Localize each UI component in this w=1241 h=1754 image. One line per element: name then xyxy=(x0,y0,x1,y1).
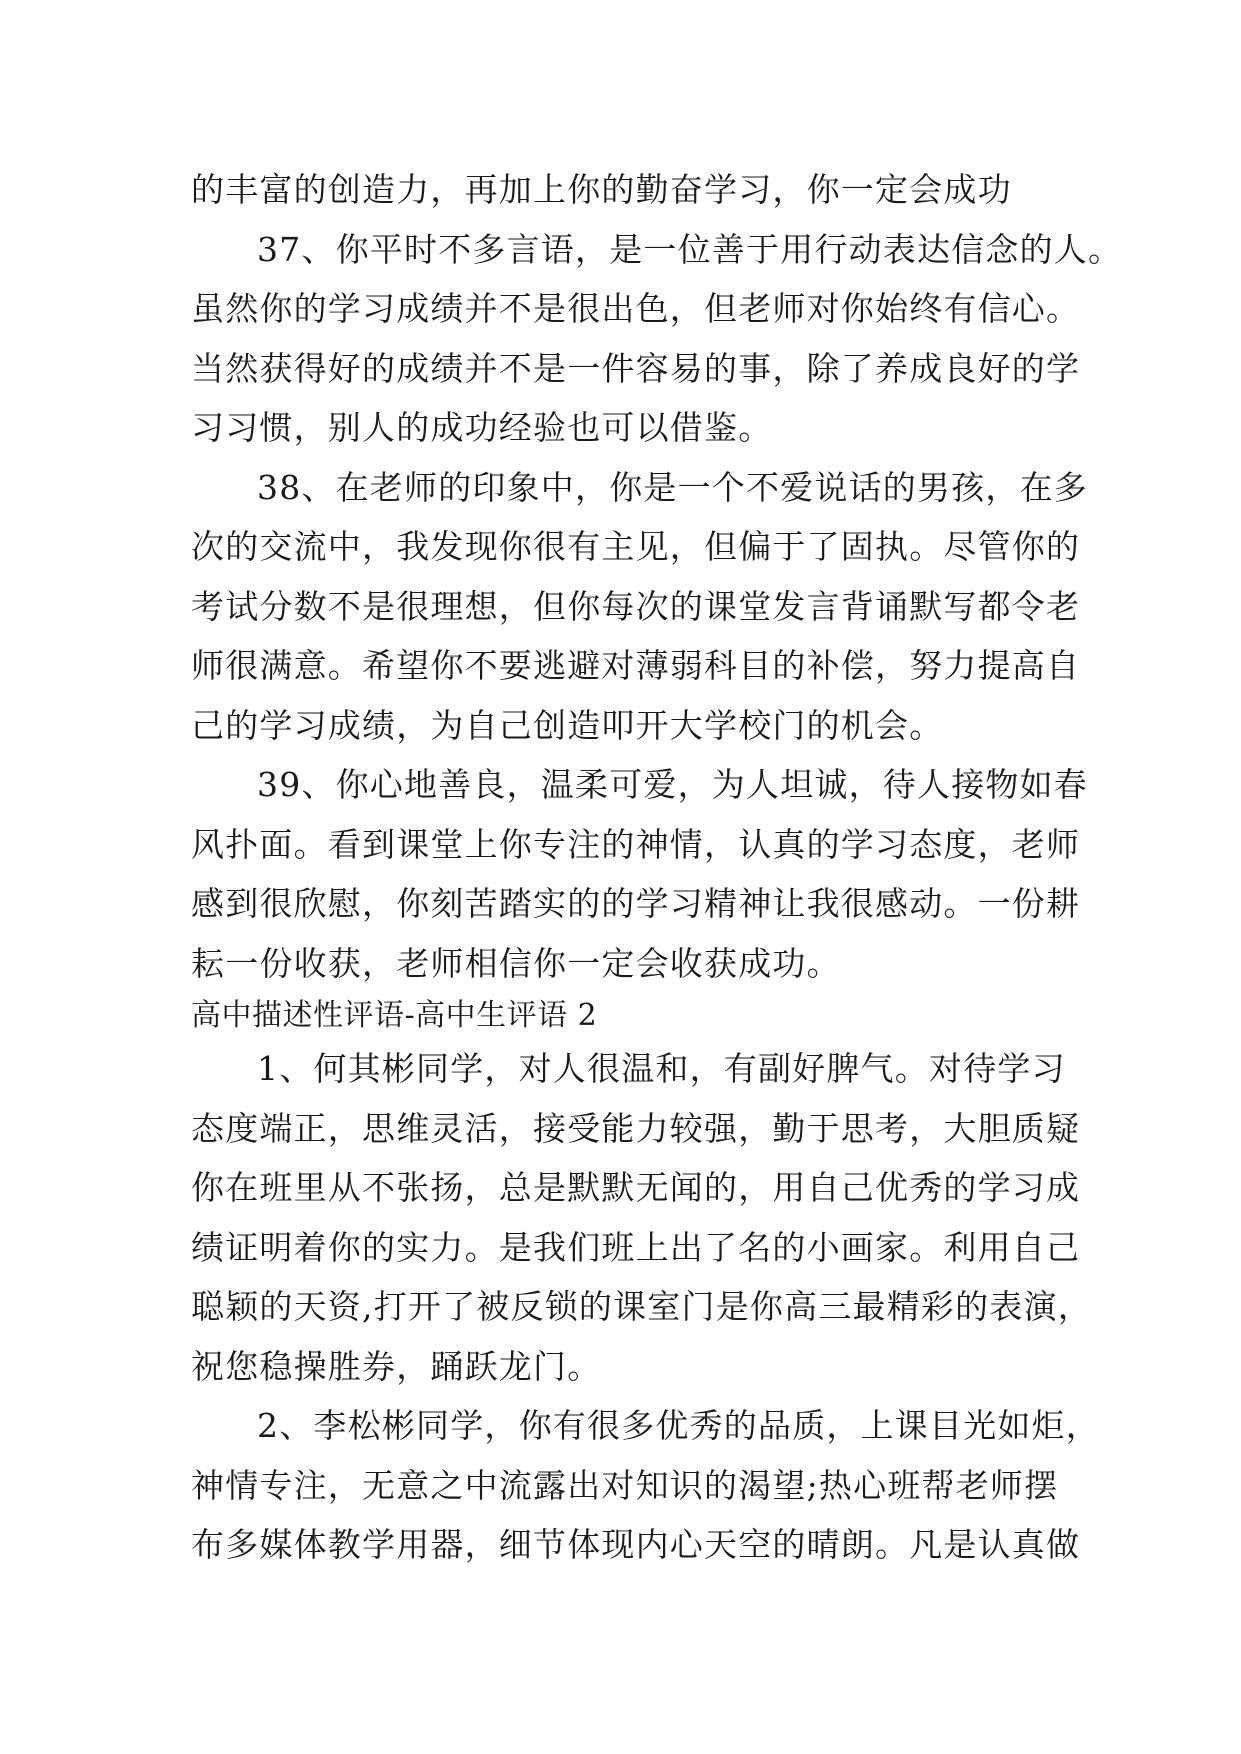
text-line: 神情专注，无意之中流露出对知识的渴望;热心班帮老师摆 xyxy=(191,1465,1059,1505)
text-line: 虽然你的学习成绩并不是很出色，但老师对你始终有信心。 xyxy=(191,289,1081,328)
text-line: 你在班里从不张扬，总是默默无闻的，用自己优秀的学习成 xyxy=(191,1168,1081,1207)
text-line: 祝您稳操胜券，踊跃龙门。 xyxy=(191,1346,602,1386)
text-line: 师很满意。希望你不要逃避对薄弱科目的补偿，努力提高自 xyxy=(191,646,1081,685)
text-line: 感到很欣慰，你刻苦踏实的的学习精神让我很感动。一份耕 xyxy=(191,884,1081,923)
text-line: 耘一份收获，老师相信你一定会收获成功。 xyxy=(191,943,841,983)
document-body xyxy=(191,160,1123,1575)
text-line: 态度端正，思维灵活，接受能力较强，勤于思考，大胆质疑 xyxy=(191,1108,1081,1148)
paragraph-start-39: 39、你心地善良，温柔可爱，为人坦诚，待人接物如春 xyxy=(257,765,1088,804)
text-line: 绩证明着你的实力。是我们班上出了名的小画家。利用自己 xyxy=(191,1227,1081,1267)
text-line: 考试分数不是很理想，但你每次的课堂发言背诵默写都令老 xyxy=(191,586,1081,626)
text-line: 风扑面。看到课堂上你专注的神情，认真的学习态度，老师 xyxy=(191,824,1081,864)
text-line: 聪颖的天资,打开了被反锁的课室门是你高三最精彩的表演， xyxy=(191,1287,1092,1326)
paragraph-start-38: 38、在老师的印象中，你是一个不爱说话的男孩，在多 xyxy=(257,467,1088,507)
section-heading: 高中描述性评语-高中生评语 2 xyxy=(191,998,598,1033)
text-line: 次的交流中，我发现你很有主见，但偏于了固执。尽管你的 xyxy=(191,527,1081,566)
text-line: 己的学习成绩，为自己创造叩开大学校门的机会。 xyxy=(191,705,944,745)
paragraph-start-1: 1、何其彬同学，对人很温和，有副好脾气。对待学习 xyxy=(257,1049,1066,1088)
paragraph-start-37: 37、你平时不多言语，是一位善于用行动表达信念的人。 xyxy=(257,229,1123,269)
paragraph-start-2: 2、李松彬同学，你有很多优秀的品质，上课目光如炬， xyxy=(257,1406,1100,1445)
text-line: 习习惯，别人的成功经验也可以借鉴。 xyxy=(191,408,773,447)
text-line: 当然获得好的成绩并不是一件容易的事，除了养成良好的学 xyxy=(191,348,1081,388)
text-line: 布多媒体教学用器，细节体现内心天空的晴朗。凡是认真做 xyxy=(191,1525,1081,1564)
text-line: 的丰富的创造力，再加上你的勤奋学习，你一定会成功 xyxy=(191,170,1012,209)
